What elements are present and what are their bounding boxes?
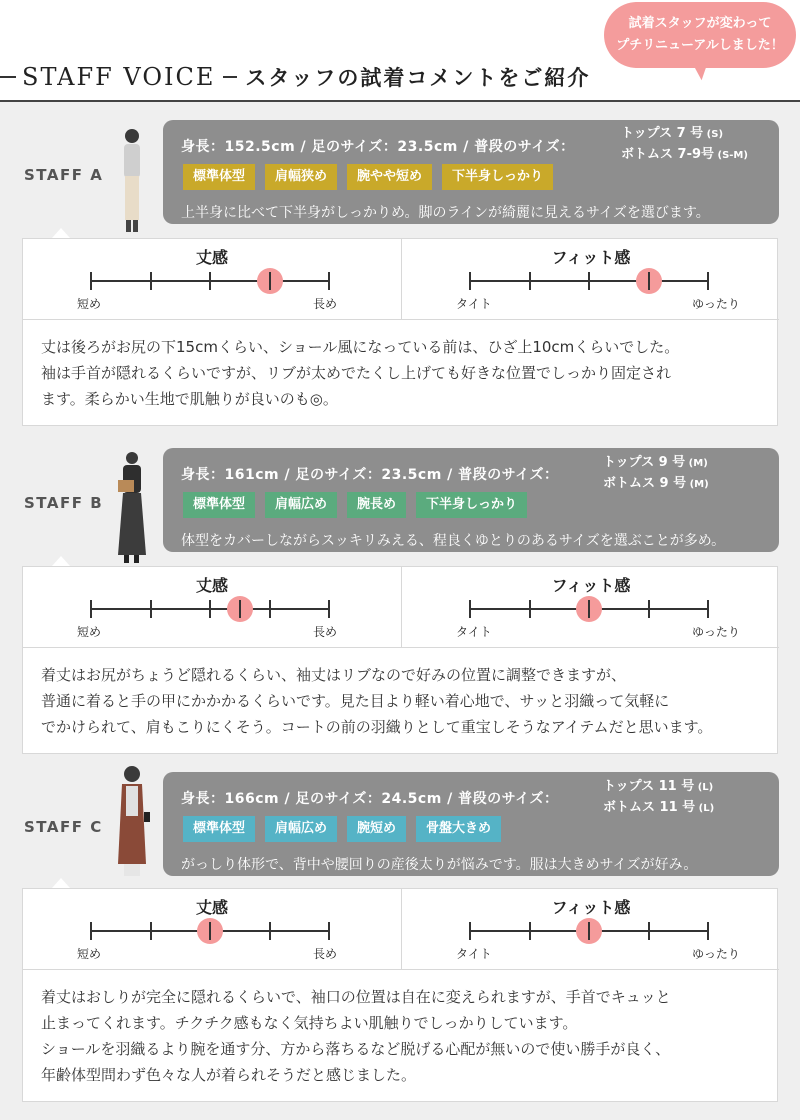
length-scale-tick: [150, 600, 152, 618]
length-scale-tick: [209, 272, 211, 290]
fit-scale-title: フィット感: [551, 576, 631, 595]
length-scale: [23, 239, 401, 319]
fit-scale-tick: [588, 272, 590, 290]
length-scale-tick: [150, 922, 152, 940]
staff-profile-box: [163, 772, 779, 876]
title-dash-left: [0, 76, 16, 78]
size-bottoms-unit: (S-M): [714, 150, 748, 161]
staff-comment: [23, 969, 779, 1103]
length-scale-tick: [209, 600, 211, 618]
comment-line: ショールを羽織るより腕を通す分、方から落ちるなど脱げる心配が無いので使い勝手が良く、: [41, 1040, 671, 1058]
size-bottoms-value: ボトムス 11 号: [603, 800, 696, 815]
fit-scale-tick: [648, 922, 650, 940]
fit-scale-tick: [707, 600, 709, 618]
body-type-tag: 腕やや短め: [347, 164, 432, 190]
length-scale-low-label: 短め: [77, 947, 102, 961]
fit-scale-title: フィット感: [551, 248, 631, 267]
size-tops-value: トップス 9 号: [603, 455, 686, 470]
panel-pointer: [52, 228, 70, 238]
fit-scale-tick: [469, 922, 471, 940]
fit-scale-marker-tick: [588, 600, 590, 618]
fit-scale-low-label: タイト: [456, 625, 492, 639]
panel-pointer: [52, 556, 70, 566]
length-scale-high-label: 長め: [313, 947, 338, 961]
bubble-tail: [693, 61, 712, 82]
panel-pointer: [52, 878, 70, 888]
size-bottoms: [603, 798, 714, 819]
comment-line: 止まってくれます。チクチク感もなく気持ちよい肌触りでしっかりしています。: [41, 1014, 578, 1032]
body-type-tag: 腕短め: [347, 816, 406, 842]
scale-divider: [401, 239, 402, 319]
usual-sizes: [603, 453, 709, 495]
fit-scale-high-label: ゆったり: [692, 947, 740, 961]
body-type-tag: 標準体型: [183, 164, 255, 190]
usual-sizes: [603, 777, 714, 819]
size-bottoms-value: ボトムス 7-9号: [621, 147, 715, 162]
size-tops: [603, 777, 714, 798]
staff-photo: [114, 764, 150, 874]
profile-measurements: 身長：161cm / 足のサイズ：23.5cm / 普段のサイズ：: [181, 467, 559, 483]
body-type-tag: 肩幅狭め: [265, 164, 337, 190]
length-scale-tick: [150, 272, 152, 290]
size-bottoms: [603, 474, 709, 495]
size-bottoms-unit: (L): [695, 803, 715, 814]
length-scale-tick: [269, 600, 271, 618]
staff-photo: [114, 450, 150, 560]
section-title: [0, 60, 590, 94]
profile-note: がっしり体形で、背中や腰回りの産後太りが悩みです。服は大きめサイズが好み。: [181, 857, 698, 873]
length-scale-low-label: 短め: [77, 625, 102, 639]
staff-photo: [114, 126, 150, 236]
length-scale-tick: [328, 600, 330, 618]
fit-scale-low-label: タイト: [456, 947, 492, 961]
body-type-tags: [183, 492, 527, 518]
staff-comment: [23, 647, 779, 755]
staff-profile-box: [163, 120, 779, 224]
length-scale-title: 丈感: [195, 248, 228, 267]
profile-measurements: 身長：152.5cm / 足のサイズ：23.5cm / 普段のサイズ：: [181, 139, 575, 155]
length-scale-tick: [328, 272, 330, 290]
fit-scale-tick: [469, 272, 471, 290]
fit-scale-tick: [707, 272, 709, 290]
review-panel: [22, 238, 778, 426]
fit-scale-tick: [529, 922, 531, 940]
fit-scale: [402, 567, 780, 647]
length-scale-tick: [328, 922, 330, 940]
body-type-tag: 肩幅広め: [265, 816, 337, 842]
profile-note: 上半身に比べて下半身がしっかりめ。脚のラインが綺麗に見えるサイズを選びます。: [181, 205, 710, 221]
length-scale-high-label: 長め: [313, 297, 338, 311]
profile-measurements: 身長：166cm / 足のサイズ：24.5cm / 普段のサイズ：: [181, 791, 559, 807]
body-type-tag: 標準体型: [183, 492, 255, 518]
size-bottoms: [621, 145, 748, 166]
fit-scale: [402, 239, 780, 319]
length-scale-tick: [90, 272, 92, 290]
size-tops-value: トップス 7 号: [621, 126, 704, 141]
length-scale-high-label: 長め: [313, 625, 338, 639]
fit-scale-tick: [707, 922, 709, 940]
staff-comment: [23, 319, 779, 427]
size-tops: [621, 124, 748, 145]
length-scale-tick: [90, 922, 92, 940]
fit-scale-title: フィット感: [551, 898, 631, 917]
usual-sizes: [621, 124, 748, 166]
length-scale: [23, 567, 401, 647]
length-scale-title: 丈感: [195, 898, 228, 917]
body-type-tag: 下半身しっかり: [416, 492, 527, 518]
body-type-tags: [183, 816, 501, 842]
length-scale-low-label: 短め: [77, 297, 102, 311]
size-bottoms-value: ボトムス 9 号: [603, 476, 687, 491]
comment-line: 年齢体型問わず色々な人が着られそうだと感じました。: [41, 1066, 417, 1084]
review-panel: [22, 888, 778, 1102]
title-en: STAFF VOICE: [22, 63, 216, 91]
comment-line: 着丈はお尻がちょうど隠れるくらい、袖丈はリブなので好みの位置に調整できますが、: [41, 666, 627, 684]
comment-line: ます。柔らかい生地で肌触りが良いのも◎。: [41, 390, 338, 408]
title-jp: スタッフの試着コメントをご紹介: [245, 66, 591, 90]
page-header: [0, 0, 800, 100]
size-tops-unit: (M): [685, 458, 708, 469]
staff-label: STAFF B: [24, 494, 104, 512]
length-scale-tick: [90, 600, 92, 618]
size-bottoms-unit: (M): [686, 479, 709, 490]
comment-line: 着丈はおしりが完全に隠れるくらいで、袖口の位置は自在に変えられますが、手首でキュッと: [41, 988, 671, 1006]
body-type-tags: [183, 164, 553, 190]
scale-divider: [401, 567, 402, 647]
length-scale-marker-tick: [239, 600, 241, 618]
size-tops-value: トップス 11 号: [603, 779, 695, 794]
fit-scale-high-label: ゆったり: [692, 625, 740, 639]
body-type-tag: 腕長め: [347, 492, 406, 518]
fit-scale-marker-tick: [588, 922, 590, 940]
profile-note: 体型をカバーしながらスッキリみえる、程良くゆとりのあるサイズを選ぶことが多め。: [181, 533, 726, 549]
length-scale-title: 丈感: [195, 576, 228, 595]
fit-scale-tick: [469, 600, 471, 618]
size-tops: [603, 453, 709, 474]
body-type-tag: 下半身しっかり: [442, 164, 553, 190]
renewal-speech-bubble: [604, 2, 796, 68]
fit-scale-marker-tick: [648, 272, 650, 290]
fit-scale: [402, 889, 780, 969]
bubble-line-1: 試着スタッフが変わって: [628, 16, 772, 31]
fit-scale-tick: [648, 600, 650, 618]
size-tops-unit: (S): [703, 129, 724, 140]
body-type-tag: 骨盤大きめ: [416, 816, 501, 842]
body-type-tag: 標準体型: [183, 816, 255, 842]
fit-scale-high-label: ゆったり: [692, 297, 740, 311]
length-scale-tick: [269, 922, 271, 940]
length-scale-marker-tick: [209, 922, 211, 940]
body-type-tag: 肩幅広め: [265, 492, 337, 518]
title-dash-mid: [223, 76, 237, 78]
comment-line: でかけられて、肩もこりにくそう。コートの前の羽織りとして重宝しそうなアイテムだと思います。: [41, 718, 713, 736]
length-scale: [23, 889, 401, 969]
fit-scale-tick: [529, 272, 531, 290]
fit-scale-tick: [529, 600, 531, 618]
review-panel: [22, 566, 778, 754]
scale-divider: [401, 889, 402, 969]
comment-line: 丈は後ろがお尻の下15cmくらい、ショール風になっている前は、ひざ上10cmくらいでした。: [41, 338, 680, 356]
size-tops-unit: (L): [694, 782, 714, 793]
comment-line: 袖は手首が隠れるくらいですが、リブが太めでたくし上げても好きな位置でしっかり固定され: [41, 364, 672, 382]
bubble-line-2: プチリニューアルしました！: [616, 38, 784, 53]
staff-label: STAFF C: [24, 818, 103, 836]
staff-profile-box: [163, 448, 779, 552]
fit-scale-low-label: タイト: [456, 297, 492, 311]
staff-label: STAFF A: [24, 166, 104, 184]
comment-line: 普通に着ると手の甲にかかかるくらいです。見た目より軽い着心地で、サッと羽織って気軽に: [41, 692, 670, 710]
length-scale-marker-tick: [269, 272, 271, 290]
